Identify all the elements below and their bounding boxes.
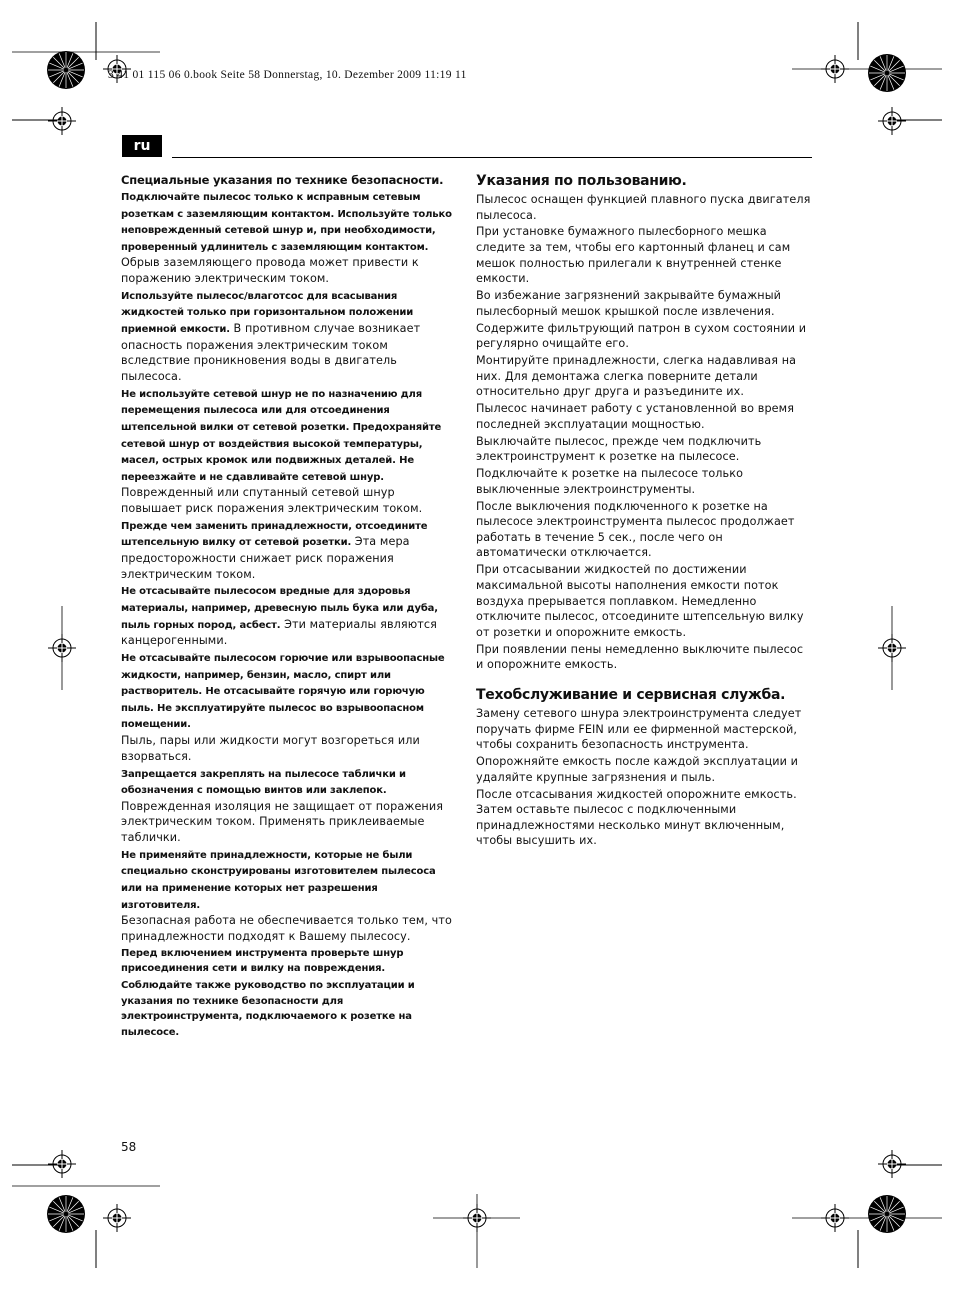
instruction-paragraph: Во избежание загрязнений закрывайте бумажный пылесборный мешок крышкой после извлечения. (476, 289, 781, 318)
safety-warning-bold: Не применяйте принадлежности, которые не были специально сконструированы изготовителем пылесоса или на применение которых нет разрешения изготовителя. (121, 849, 436, 911)
service-title: Техобслуживание и сервисная служба. (476, 687, 786, 704)
instruction-paragraph: Замену сетевого шнура электроинструмента следует поручать фирме FEIN или ее фирменной мастерской, чтобы сохранить безопасность инструмента. (476, 707, 802, 752)
safety-paragraph (121, 189, 457, 287)
instruction-paragraph: После отсасывания жидкостей опорожните емкость. Затем оставьте пылесос с подключенными принадлежностями несколько минут включенным, чтобы высушить их. (476, 787, 797, 848)
safety-paragraph: Перед включением инструмента проверьте шнур присоединения сети и вилку на повреждения. (121, 947, 404, 975)
language-badge: ru (122, 135, 162, 157)
instruction-paragraph: При появлении пены немедленно выключите пылесос и опорожните емкость. (476, 642, 804, 672)
instruction-paragraph: Подключайте к розетке на пылесосе только выключенные электроинструменты. (476, 467, 744, 496)
usage-paragraphs (476, 192, 812, 673)
instruction-paragraph: Пылесос оснащен функцией плавного пуска двигателя пылесоса. (476, 193, 811, 222)
usage-column (476, 172, 812, 850)
safety-paragraph (121, 386, 457, 517)
safety-warning-bold: Запрещается закреплять на пылесосе таблички и обозначения с помощью винтов или заклепок. (121, 768, 406, 797)
safety-explanation: Безопасная работа не обеспечивается только тем, что принадлежности подходят к Вашему пылесосу. (121, 914, 452, 943)
safety-column (121, 172, 457, 1042)
safety-paragraph: Соблюдайте также руководство по эксплуатации и указания по технике безопасности для электроинструмента, подключаемого к розетке на пылесосе. (121, 980, 415, 1038)
safety-explanation: Поврежденная изоляция не защищает от поражения электрическим током. Применять приклеиваемые таблички. (121, 799, 444, 844)
safety-paragraph (121, 766, 457, 846)
header-rule (172, 157, 812, 158)
safety-warning-bold: Подключайте пылесос только к исправным сетевым розеткам с заземляющим контактом. Используйте только неповрежденный сетевой шнур и, при необходимости, проверенный удлинитель с заземляющим контактом. (121, 192, 452, 253)
safety-paragraph (121, 518, 457, 582)
print-file-info: 3 41 01 115 06 0.book Seite 58 Donnerstag, 10. Dezember 2009 11:19 11 (108, 69, 467, 81)
safety-explanation: Пыль, пары или жидкости могут возгореться или взорваться. (121, 734, 420, 763)
safety-warning-bold: Используйте пылесос/влаготсос для всасывания жидкостей только при горизонтальном положении приемной емкости. (121, 290, 414, 336)
safety-warning-bold: Не отсасывайте пылесосом горючие или взрывоопасные жидкости, например, бензин, масло, спирт или растворитель. Не отсасывайте горячую или горючую пыль. Не эксплуатируйте пылесос во взрывоопасном помещении. (121, 653, 445, 731)
instruction-paragraph: После выключения подключенного к розетке на пылесосе электроинструмента пылесос продолжает работать в течение 5 сек., после чего он автоматически отключается. (476, 499, 795, 560)
safety-explanation: Эти материалы являются канцерогенными. (121, 617, 437, 648)
service-paragraphs (476, 706, 812, 849)
safety-warning-bold: Прежде чем заменить принадлежности, отсоедините штепсельную вилку от сетевой розетки. (121, 520, 428, 549)
safety-explanation: В противном случае возникает опасность поражения электрическим током вследствие проникновения воды в двигатель пылесоса. (121, 322, 421, 383)
safety-paragraph (121, 650, 457, 764)
instruction-paragraph: Пылесос начинает работу с установленной во время последней эксплуатации мощностью. (476, 402, 795, 431)
safety-paragraph (121, 583, 457, 648)
safety-title: Специальные указания по технике безопасности. (121, 173, 444, 187)
instruction-paragraph: Выключайте пылесос, прежде чем подключить электроинструмент к розетке на пылесосе. (476, 434, 762, 464)
instruction-paragraph: При установке бумажного пылесборного мешка следите за тем, чтобы его картонный фланец и сам мешок полностью прилегали к внутренней стенке емкости. (476, 225, 791, 286)
safety-explanation: Эта мера предосторожности снижает риск поражения электрическим током. (121, 535, 410, 581)
usage-title: Указания по пользованию. (476, 173, 687, 189)
instruction-paragraph: Монтируйте принадлежности, слегка надавливая на них. Для демонтажа слегка поверните детали относительно друг друга и разъедините их. (476, 354, 797, 399)
safety-explanation: Поврежденный или спутанный сетевой шнур повышает риск поражения электрическим током. (121, 486, 423, 515)
instruction-paragraph: Опорожняйте емкость после каждой эксплуатации и удаляйте крупные загрязнения и пыль. (476, 755, 799, 784)
page-number: 58 (121, 1140, 137, 1154)
safety-warning-bold: Не используйте сетевой шнур не по назначению для перемещения пылесоса или для отсоединения штепсельной вилки от сетевой розетки. Предохраняйте сетевой шнур от воздействия высокой температуры, масел, острых кромок или подвижных деталей. Не переезжайте и не сдавливайте сетевой шнур. (121, 388, 442, 483)
safety-paragraph (121, 288, 457, 385)
safety-explanation: Обрыв заземляющего провода может привести к поражению электрическим током. (121, 256, 419, 285)
instruction-paragraph: При отсасывании жидкостей по достижении максимальной высоты наполнения емкости поток воздуха прерывается поплавком. Немедленно отключите пылесос, отсоедините штепсельную вилку от розетки и опорожните емкость. (476, 563, 804, 639)
instruction-paragraph: Содержите фильтрующий патрон в сухом состоянии и регулярно очищайте его. (476, 321, 807, 351)
safety-warning-bold: Не отсасывайте пылесосом вредные для здоровья материалы, например, древесную пыль бука или дуба, пыль горных пород, асбест. (121, 586, 438, 631)
safety-paragraph (121, 847, 457, 945)
